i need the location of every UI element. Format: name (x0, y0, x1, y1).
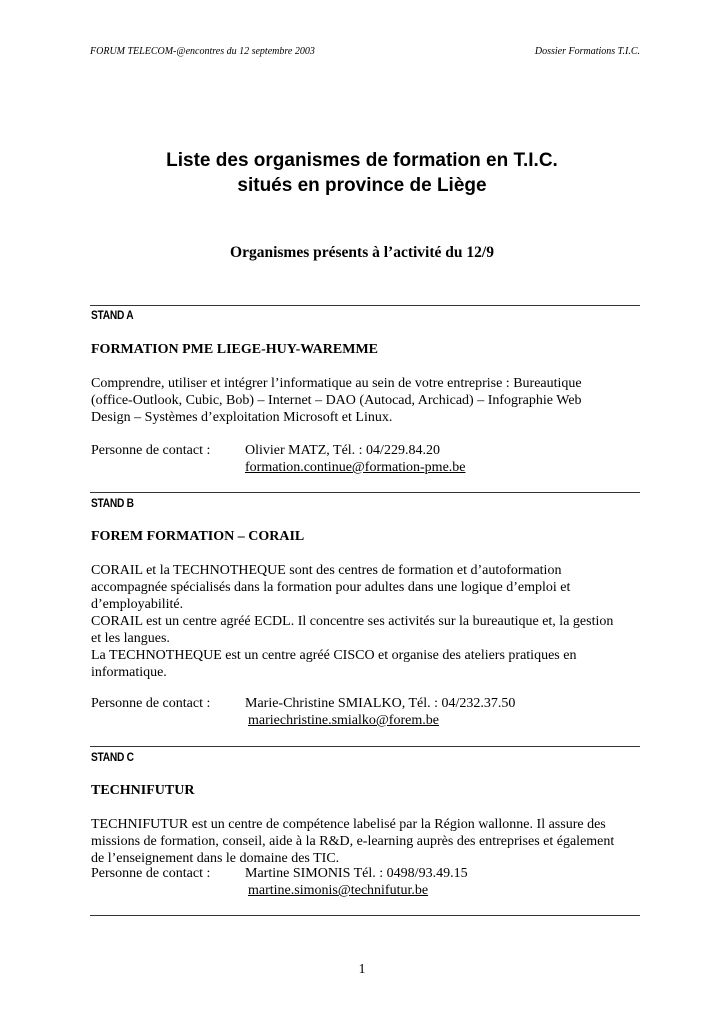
divider (90, 915, 640, 916)
description-line: accompagnée spécialisés dans la formation pour adultes dans une logique d’emploi et (91, 580, 571, 595)
contact-label: Personne de contact : (91, 696, 211, 711)
contact-email-link[interactable]: martine.simonis@technifutur.be (248, 883, 429, 898)
description-line: de l’enseignement dans le domaine des TIC. (91, 851, 340, 866)
stand-label: STAND B (91, 496, 134, 510)
description-line: d’employabilité. (91, 597, 184, 612)
divider (90, 305, 640, 306)
contact-name: Olivier MATZ, Tél. : 04/229.84.20 (245, 443, 440, 458)
organization-name: FORMATION PME LIEGE-HUY-WAREMME (91, 342, 378, 357)
stand-label: STAND A (91, 308, 134, 322)
title-line-1: Liste des organismes de formation en T.I.C. (166, 150, 558, 171)
document-title (0, 148, 724, 198)
description-line: Design – Systèmes d’exploitation Microsoft et Linux. (91, 410, 393, 425)
title-line-2: situés en province de Liège (237, 175, 487, 196)
header-right-text: Dossier Formations T.I.C. (534, 46, 640, 57)
organization-description (91, 562, 643, 681)
description-line: CORAIL est un centre agréé ECDL. Il concentre ses activités sur la bureautique et, la gestion (91, 614, 614, 629)
description-line: La TECHNOTHEQUE est un centre agréé CISCO et organise des ateliers pratiques en (91, 648, 577, 663)
description-line: TECHNIFUTUR est un centre de compétence labelisé par la Région wallonne. Il assure des (91, 817, 606, 832)
description-line: CORAIL et la TECHNOTHEQUE sont des centres de formation et d’autoformation (91, 563, 562, 578)
contact-name: Martine SIMONIS Tél. : 0498/93.49.15 (245, 866, 468, 881)
contact-name: Marie-Christine SMIALKO, Tél. : 04/232.37.50 (245, 696, 516, 711)
contact-email-link[interactable]: mariechristine.smialko@forem.be (248, 713, 439, 728)
page-header (90, 46, 640, 60)
contact-email-link[interactable]: formation.continue@formation-pme.be (245, 460, 466, 475)
header-left-text: FORUM TELECOM-@encontres du 12 septembre 2003 (90, 46, 315, 57)
divider (90, 492, 640, 493)
document-subtitle: Organismes présents à l’activité du 12/9 (230, 244, 494, 261)
stand-label: STAND C (91, 750, 134, 764)
description-line: Comprendre, utiliser et intégrer l’informatique au sein de votre entreprise : Bureautique (91, 376, 582, 391)
organization-description (91, 375, 643, 426)
description-line: et les langues. (91, 631, 170, 646)
description-line: missions de formation, conseil, aide à la R&D, e-learning auprès des entreprises et également (91, 834, 615, 849)
contact-label: Personne de contact : (91, 443, 211, 458)
organization-name: FOREM FORMATION – CORAIL (91, 529, 305, 544)
page-number: 1 (358, 962, 366, 977)
contact-label: Personne de contact : (91, 866, 211, 881)
divider (90, 746, 640, 747)
organization-description (91, 816, 643, 867)
description-line: (office-Outlook, Cubic, Bob) – Internet – DAO (Autocad, Archicad) – Infographie Web (91, 393, 582, 408)
organization-name: TECHNIFUTUR (91, 783, 195, 798)
description-line: informatique. (91, 665, 167, 680)
